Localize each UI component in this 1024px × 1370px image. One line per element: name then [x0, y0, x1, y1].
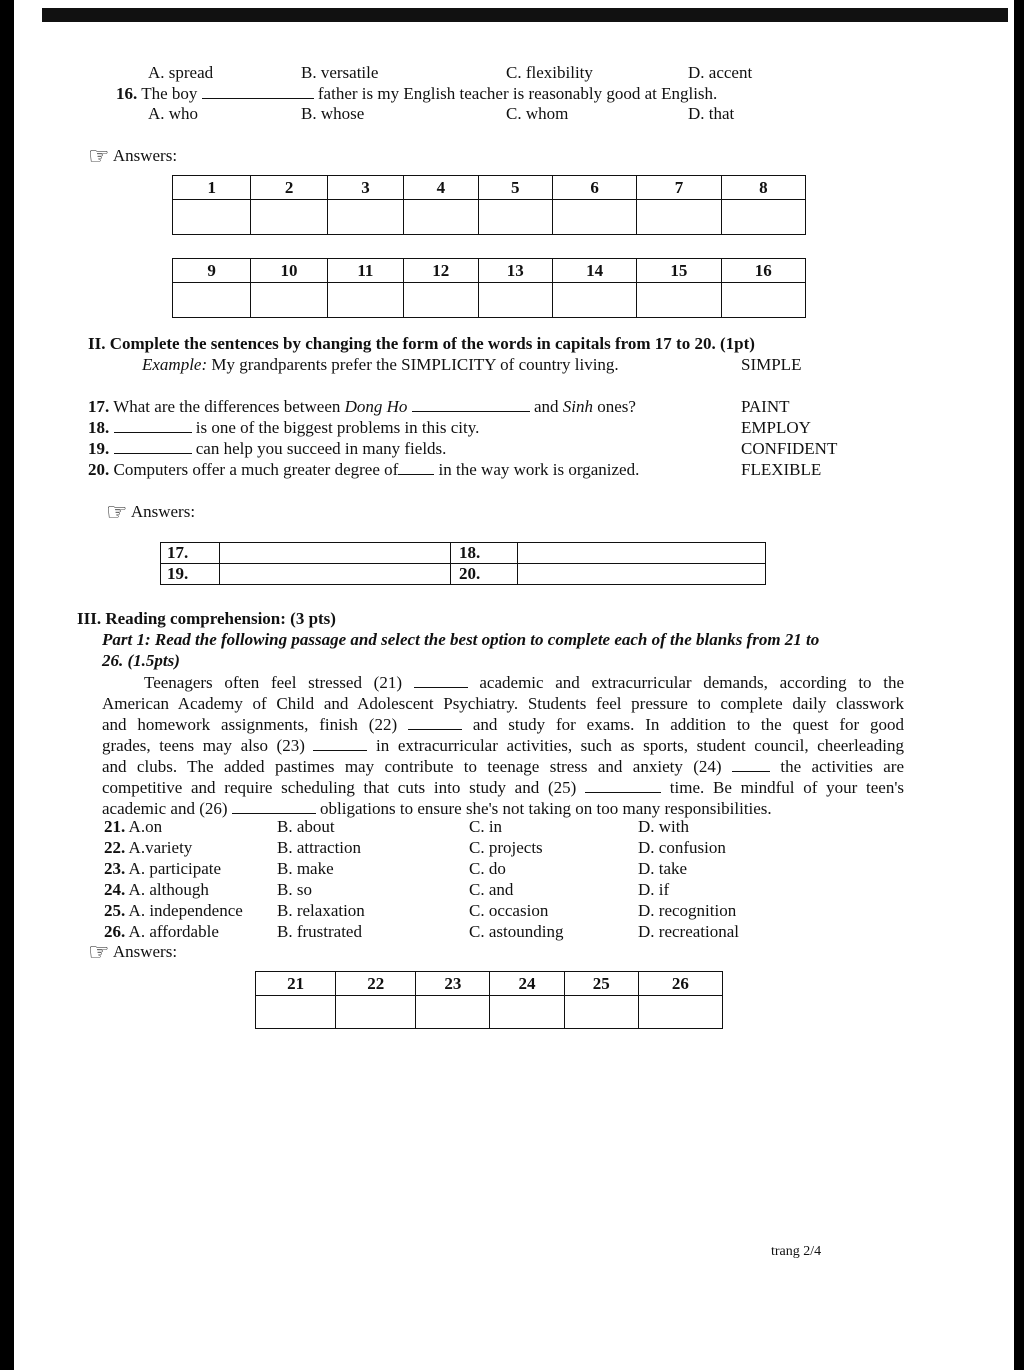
answer-cell-17-label: 17.: [161, 543, 220, 564]
table-2-header-16: 16: [721, 259, 805, 283]
example-word: SIMPLE: [741, 355, 802, 374]
question-22-option-b: B. attraction: [277, 838, 362, 857]
q18: 18. is one of the biggest problems in this city.: [88, 418, 480, 437]
q18-word: EMPLOY: [741, 418, 811, 437]
q16-text-before: The boy: [141, 84, 198, 103]
table-1-answer-cell-7[interactable]: [637, 200, 721, 235]
question-21-option-c: C. in: [469, 817, 503, 836]
table-1-answer-cell-1[interactable]: [173, 200, 251, 235]
question-22-option-d: D. confusion: [638, 838, 726, 857]
passage-line-6: competitive and require scheduling that cuts into study and (25) time. Be mindful of your teen's: [102, 778, 905, 797]
top-border-bar: [42, 8, 1008, 22]
table-1-header-2: 2: [251, 176, 327, 200]
q16-option-b: B. whose: [301, 104, 365, 123]
answer-cell-18-label: 18.: [451, 543, 518, 564]
passage-line-5: and clubs. The added pastimes may contribute to teenage stress and anxiety (24) the activities are: [102, 757, 905, 776]
passage-line-7: academic and (26) obligations to ensure she's not taking on too many responsibilities.: [102, 799, 772, 818]
table-3-header-23: 23: [416, 972, 490, 996]
table-3-header-21: 21: [256, 972, 336, 996]
passage-line-2: American Academy of Child and Adolescent Psychiatry. Students feel pressure to complete daily classwork: [102, 694, 904, 713]
q16-blank: [202, 84, 314, 99]
q16-number: 16.: [116, 84, 138, 103]
section-2-heading: II. Complete the sentences by changing the form of the words in capitals from 17 to 20. (1pt): [88, 334, 755, 353]
question-24-option-b: B. so: [277, 880, 312, 899]
table-1-header-6: 6: [552, 176, 636, 200]
table-3-answer-cell-24[interactable]: [490, 996, 564, 1029]
question-21-option-b: B. about: [277, 817, 335, 836]
table-1-header-8: 8: [721, 176, 805, 200]
table-1-header-5: 5: [478, 176, 552, 200]
table-2-header-12: 12: [404, 259, 478, 283]
question-25-option-c: C. occasion: [469, 901, 549, 920]
q17-blank: [412, 397, 530, 412]
question-22-option-a: 22. A.variety: [104, 838, 193, 857]
blank-25: [585, 778, 661, 793]
table-1-answer-cell-4[interactable]: [404, 200, 478, 235]
q16-option-d: D. that: [688, 104, 735, 123]
pointing-hand-icon: ☞: [88, 144, 110, 170]
q18-blank: [114, 418, 192, 433]
question-26-option-b: B. frustrated: [277, 922, 362, 941]
answer-cell-19-label: 19.: [161, 564, 220, 585]
q16-text-after: father is my English teacher is reasonably good at English.: [317, 84, 718, 103]
answer-cell-17[interactable]: [220, 543, 451, 564]
q16-question: [116, 84, 717, 104]
q17-word: PAINT: [741, 397, 790, 416]
answer-cell-20[interactable]: [518, 564, 766, 585]
q15-option-c: C. flexibility: [506, 63, 593, 82]
exam-page: [14, 0, 1014, 1370]
answer-cell-19[interactable]: [220, 564, 451, 585]
table-1-header-7: 7: [637, 176, 721, 200]
blank-23: [313, 736, 367, 751]
answer-table-21-26: [255, 971, 723, 1029]
passage-line-3: and homework assignments, finish (22) and study for exams. In addition to the quest for good: [102, 715, 905, 734]
answers-label-3: ☞ Answers:: [88, 940, 178, 966]
passage-line-4: grades, teens may also (23) in extracurricular activities, such as sports, student council, cheerleading: [102, 736, 905, 755]
question-23-option-a: 23. A. participate: [104, 859, 222, 878]
question-23-option-d: D. take: [638, 859, 688, 878]
q15-option-b: B. versatile: [301, 63, 379, 82]
table-1-answer-cell-8[interactable]: [721, 200, 805, 235]
table-2-answer-cell-10[interactable]: [251, 283, 327, 318]
table-2-header-14: 14: [552, 259, 636, 283]
table-1-answer-cell-2[interactable]: [251, 200, 327, 235]
q19-blank: [114, 439, 192, 454]
table-3-header-25: 25: [564, 972, 638, 996]
table-2-answer-cell-13[interactable]: [478, 283, 552, 318]
answer-cell-18[interactable]: [518, 543, 766, 564]
answer-table-1-8: [172, 175, 806, 235]
table-2-header-10: 10: [251, 259, 327, 283]
pointing-hand-icon: ☞: [106, 500, 128, 526]
pointing-hand-icon: ☞: [88, 940, 110, 966]
blank-22: [408, 715, 462, 730]
part1-instructions-line2: 26. (1.5pts): [102, 651, 180, 670]
q20: 20. Computers offer a much greater degree of in the way work is organized.: [88, 460, 640, 479]
q19-word: CONFIDENT: [741, 439, 838, 458]
q16-option-c: C. whom: [506, 104, 569, 123]
table-2-answer-cell-12[interactable]: [404, 283, 478, 318]
table-2-answer-cell-16[interactable]: [721, 283, 805, 318]
q16-option-a: A. who: [148, 104, 199, 123]
table-2-answer-cell-9[interactable]: [173, 283, 251, 318]
question-24-option-d: D. if: [638, 880, 670, 899]
table-2-answer-cell-11[interactable]: [327, 283, 403, 318]
table-3-answer-cell-23[interactable]: [416, 996, 490, 1029]
question-21-option-a: 21. A.on: [104, 817, 163, 836]
question-22-option-c: C. projects: [469, 838, 543, 857]
table-3-answer-cell-22[interactable]: [336, 996, 416, 1029]
table-2-header-9: 9: [173, 259, 251, 283]
question-21-option-d: D. with: [638, 817, 689, 836]
table-2-header-15: 15: [637, 259, 721, 283]
answers-label-1: ☞ Answers:: [88, 144, 178, 170]
section-2-example: Example: My grandparents prefer the SIMPLICITY of country living.: [142, 355, 619, 374]
table-2-answer-cell-15[interactable]: [637, 283, 721, 318]
table-2-header-11: 11: [327, 259, 403, 283]
table-3-answer-cell-21[interactable]: [256, 996, 336, 1029]
question-26-option-c: C. astounding: [469, 922, 564, 941]
question-23-option-c: C. do: [469, 859, 506, 878]
q15-option-a: A. spread: [148, 63, 214, 82]
q17: 17. What are the differences between Dong Ho and Sinh ones?: [88, 397, 636, 416]
blank-26: [232, 799, 316, 814]
answer-table-9-16: [172, 258, 806, 318]
passage-line-1: Teenagers often feel stressed (21) academic and extracurricular demands, according to the: [144, 673, 905, 692]
question-25-option-a: 25. A. independence: [104, 901, 243, 920]
question-23-option-b: B. make: [277, 859, 334, 878]
answers-label-2: ☞ Answers:: [106, 500, 196, 526]
section-3-heading: III. Reading comprehension: (3 pts): [77, 609, 336, 628]
question-25-option-b: B. relaxation: [277, 901, 365, 920]
table-2-header-13: 13: [478, 259, 552, 283]
table-3-answer-cell-25[interactable]: [564, 996, 638, 1029]
table-1-header-4: 4: [404, 176, 478, 200]
q19: 19. can help you succeed in many fields.: [88, 439, 447, 458]
table-1-answer-cell-3[interactable]: [327, 200, 403, 235]
page-number: trang 2/4: [771, 1244, 822, 1259]
table-1-header-3: 3: [327, 176, 403, 200]
table-3-answer-cell-26[interactable]: [638, 996, 722, 1029]
table-1-header-1: 1: [173, 176, 251, 200]
question-26-option-a: 26. A. affordable: [104, 922, 219, 941]
blank-24: [732, 757, 770, 772]
question-24-option-a: 24. A. although: [104, 880, 209, 899]
part1-instructions-line1: Part 1: Read the following passage and select the best option to complete each of the blanks from 21 to: [102, 630, 820, 649]
table-1-answer-cell-5[interactable]: [478, 200, 552, 235]
question-26-option-d: D. recreational: [638, 922, 739, 941]
table-2-answer-cell-14[interactable]: [552, 283, 636, 318]
question-24-option-c: C. and: [469, 880, 514, 899]
q20-word: FLEXIBLE: [741, 460, 822, 479]
q15-option-d: D. accent: [688, 63, 753, 82]
q20-blank: [398, 460, 434, 475]
reading-passage: [102, 672, 904, 819]
table-3-header-22: 22: [336, 972, 416, 996]
answer-table-17-20: [160, 542, 766, 585]
table-3-header-26: 26: [638, 972, 722, 996]
table-3-header-24: 24: [490, 972, 564, 996]
question-25-option-d: D. recognition: [638, 901, 737, 920]
answer-cell-20-label: 20.: [451, 564, 518, 585]
table-1-answer-cell-6[interactable]: [552, 200, 636, 235]
blank-21: [414, 673, 468, 688]
